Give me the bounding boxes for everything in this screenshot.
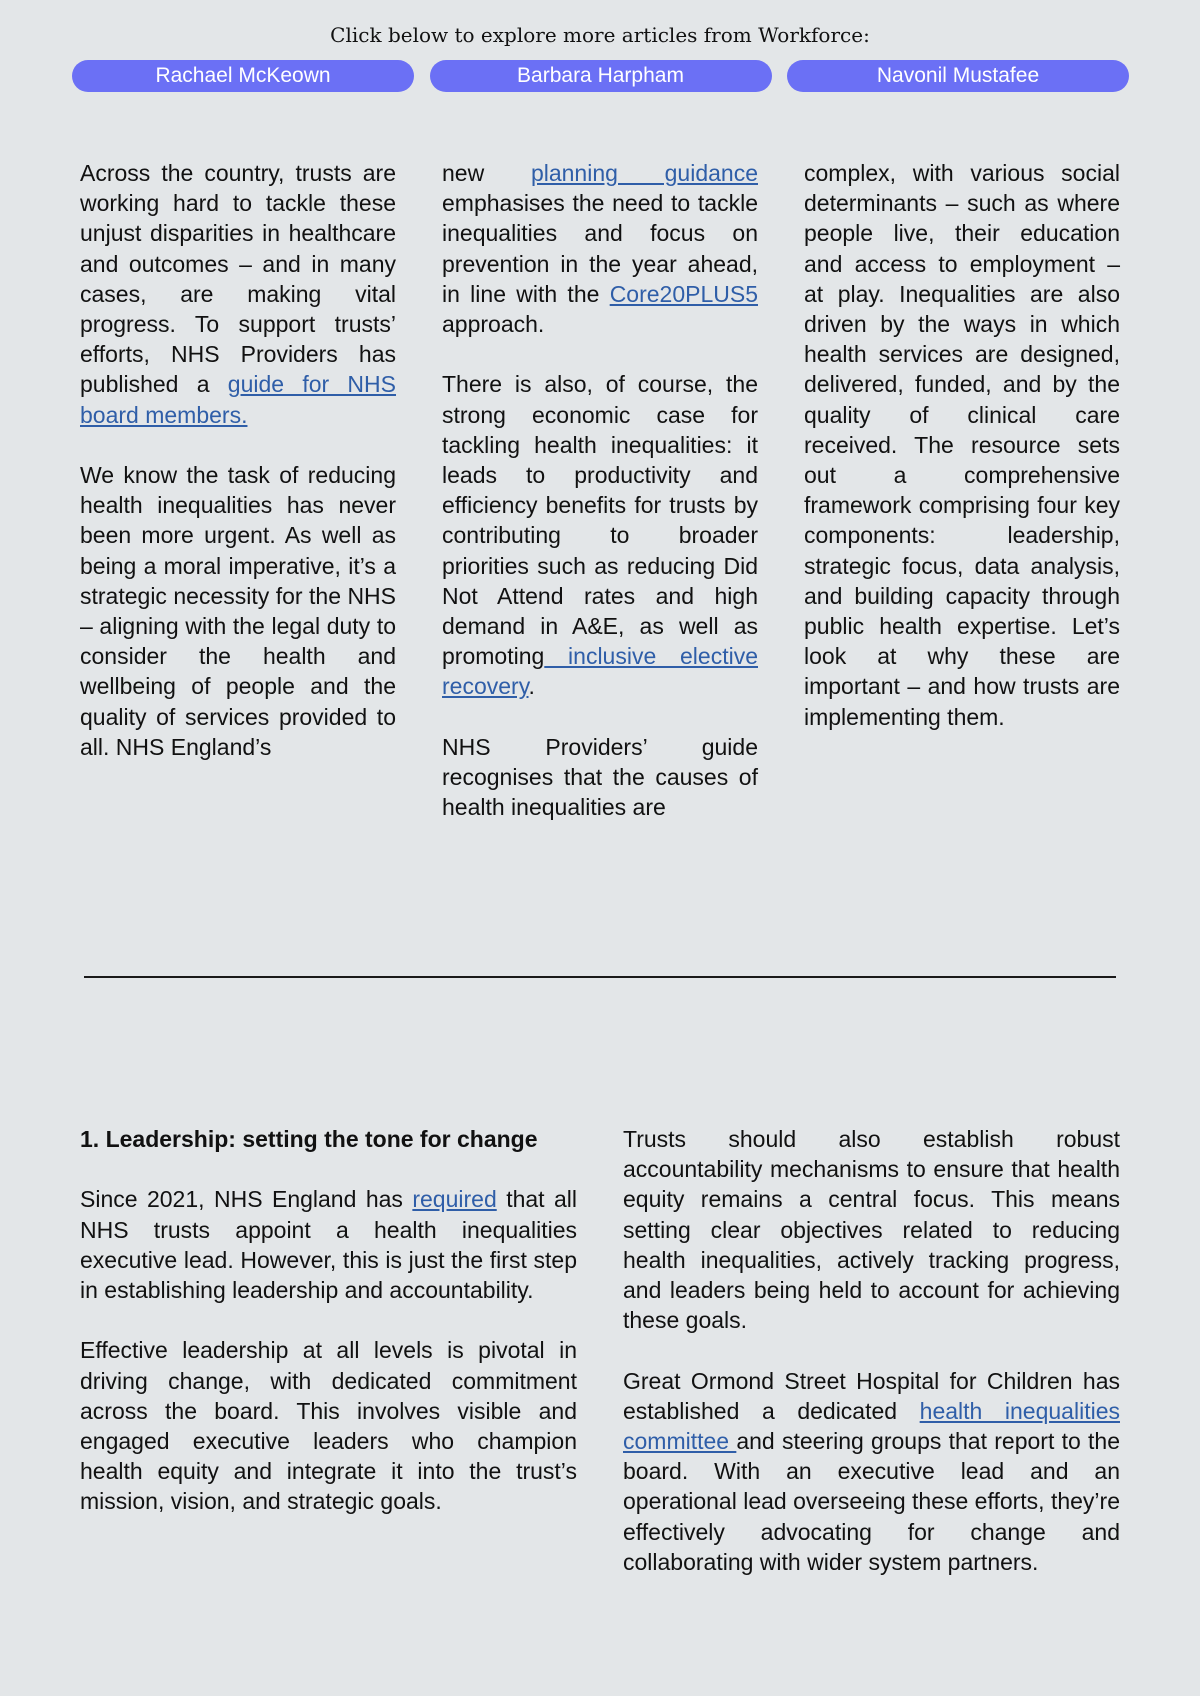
intro-paragraph-4-end: complex, with various social determinants – such as where people live, their education and access to employment – at play. Inequalities are also driven by the ways in which health services are designed, delivered, funded, and by the quality of clinical care received. The resource sets out a comprehensive framework comprising four key components: leadership, strategic focus, data analysis, and building capacity through public health expertise. Let’s look at why these are important – and how trusts are implementing them. (804, 160, 1120, 730)
section-divider (84, 976, 1116, 978)
leadership-column-2 (623, 1124, 1120, 1577)
planning-guidance-link[interactable]: planning guidance (530, 160, 758, 186)
intro-column-1 (80, 158, 396, 762)
leadership-paragraph-2: Effective leadership at all levels is pivotal in driving change, with dedicated commitment across the board. This involves visible and engaged executive leaders who champion health equity and integrate it into the trust’s mission, vision, and strategic goals. (80, 1337, 577, 1515)
core20plus5-link[interactable]: Core20PLUS5 (609, 280, 758, 307)
leadership-column-1 (80, 1124, 577, 1517)
intro-column-2 (442, 158, 758, 822)
intro-paragraph-1: Across the country, trusts are working hard to tackle these unjust disparities in healthcare and outcomes – and in many cases, are making vital progress. To support trusts’ efforts, NHS Providers has published a guide for NHS board members. (80, 160, 396, 428)
leadership-heading: 1. Leadership: setting the tone for change (80, 1126, 538, 1152)
author-links (72, 60, 1129, 92)
author-button-rachael-mckeown[interactable]: Rachael McKeown (72, 60, 414, 92)
health-inequalities-committee-link[interactable]: health inequalities committee (623, 1397, 1120, 1455)
explore-articles-prompt: Click below to explore more articles from Workforce: (330, 23, 870, 47)
leadership-paragraph-4: Great Ormond Street Hospital for Children has established a dedicated health inequalities committee and steering groups that report to the board. With an executive lead and an operational lead overseeing these efforts, they’re effectively advocating for change and collaborating with wider system partners. (623, 1367, 1120, 1575)
author-button-navonil-mustafee[interactable]: Navonil Mustafee (787, 60, 1129, 92)
author-button-barbara-harpham[interactable]: Barbara Harpham (430, 60, 772, 92)
intro-paragraph-2-start: We know the task of reducing health inequalities has never been more urgent. As well as being a moral imperative, it’s a strategic necessity for the NHS – aligning with the legal duty to consider the health and wellbeing of people and the quality of services provided to all. NHS England’s (80, 462, 396, 760)
guide-for-board-members-link[interactable]: guide for NHS board members. (80, 371, 396, 428)
leadership-paragraph-1: Since 2021, NHS England has required that all NHS trusts appoint a health inequalities executive lead. However, this is just the first step in establishing leadership and accountability. (80, 1186, 578, 1303)
intro-column-3 (804, 158, 1120, 732)
inclusive-elective-recovery-link[interactable]: inclusive elective recovery (442, 643, 758, 700)
required-link[interactable]: required (412, 1186, 497, 1213)
intro-paragraph-3: There is also, of course, the strong economic case for tackling health inequalities: it leads to productivity and efficiency benefits for trusts by contributing to broader priorities such as reducing Did Not Attend rates and high demand in A&E, as well as promoting inclusive elective recovery. (442, 371, 758, 700)
intro-paragraph-2-end: new planning guidance emphasises the need to tackle inequalities and focus on prevention in the year ahead, in line with the Core20PLUS5 approach. (442, 160, 758, 338)
leadership-paragraph-3: Trusts should also establish robust accountability mechanisms to ensure that health equity remains a central focus. This means setting clear objectives related to reducing health inequalities, actively tracking progress, and leaders being held to account for achieving these goals. (623, 1126, 1120, 1334)
intro-paragraph-4-start: NHS Providers’ guide recognises that the causes of health inequalities are (442, 733, 758, 821)
